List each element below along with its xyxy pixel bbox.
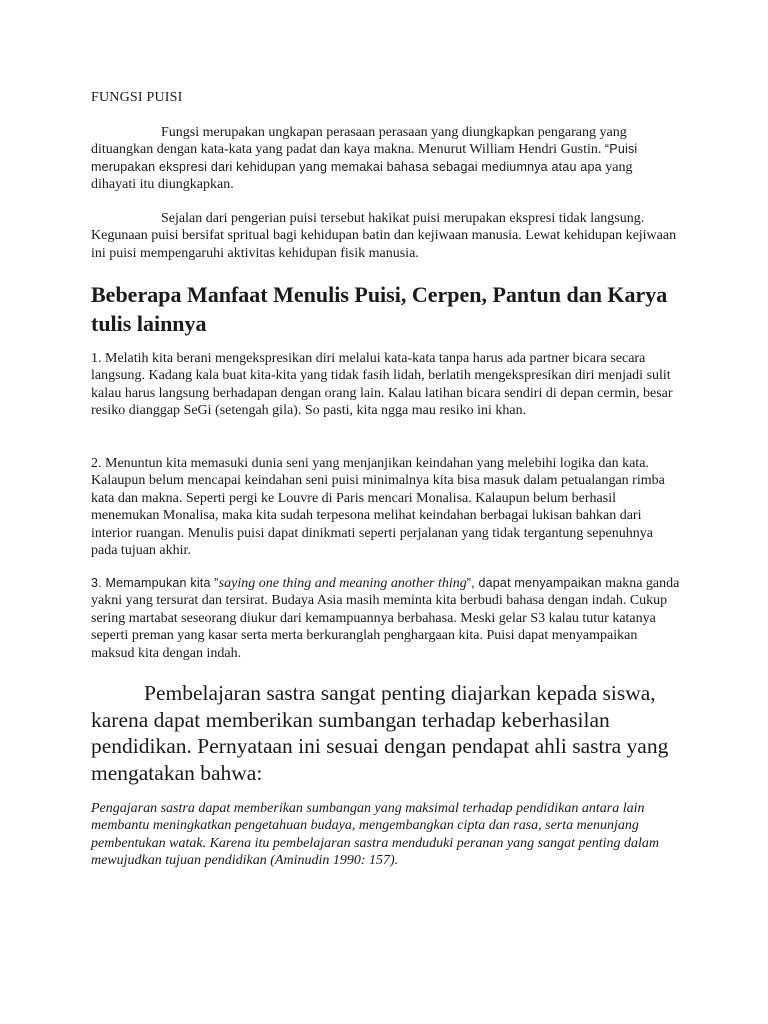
list-item-2: 2. Menuntun kita memasuki dunia seni yang menjanjikan keindahan yang melebihi logika dan kata. Kalaupun belum mencapai keindahan seni puisi minimalnya kita bisa masuk dalam petualangan rimba kata dan makna. Seperti pergi ke Louvre di Paris mencari Monalisa. Kalaupun belum berhasil menemukan Monalisa, maka kita sudah terpesona melihat keindahan berbagai lukisan bahkan dari interior ruangan. Menulis puisi dapat dinikmati seperti perjalanan yang tidak tergantung sepenuhnya pada tujuan akhir. (91, 456, 665, 559)
paragraph-sejalan-text: Sejalan dari pengerian puisi tersebut hakikat puisi merupakan ekspresi tidak langsung. Kegunaan puisi bersifat spritual bagi kehidupan batin dan kejiwaan manusia. Lewat kehidupan kejiwaan ini puisi mempengaruhi aktivitas kehidupan fisik manusia. (91, 211, 677, 261)
list-item-3-italic: saying one thing and meaning another thing (218, 576, 467, 591)
paragraph-fungsi (91, 124, 681, 194)
italic-quote: Pengajaran sastra dapat memberikan sumbangan yang maksimal terhadap pendidikan antara lain membantu meningkatkan pengetahuan budaya, mengembangkan cipta dan rasa, serta menunjang pembentukan watak. Karena itu pembelajaran sastra menduduki peranan yang sangat penting dalam mewujudkan tujuan pendidikan (Aminudin 1990: 157). (91, 801, 659, 869)
list-item-3-rest: makna ganda yakni yang tersurat dan tersirat. Budaya Asia masih meminta kita berbudi bahasa dengan indah. Cukup sering martabat seseorang diukur dari kemampuannya berbahasa. Meski gelar S3 kalau tutur katanya seperti preman yang kasar serta merta berkuranglah penghargaan kita. Puisi dapat menyampaikan maksud kita dengan indah. (91, 576, 680, 661)
list-item-3-lead: 3. Memampukan kita ” (91, 576, 219, 590)
section-heading: Beberapa Manfaat Menulis Puisi, Cerpen, Pantun dan Karya tulis lainnya (91, 282, 668, 336)
paragraph-fungsi-text-a: Fungsi merupakan ungkapan perasaan perasaan yang diungkapkan pengarang yang dituangkan dengan kata-kata yang padat dan kaya makna. Menurut William Hendri Gustin. (91, 125, 627, 158)
list-item-3 (91, 575, 681, 662)
large-paragraph-text: Pembelajaran sastra sangat penting diajarkan kepada siswa, karena dapat memberikan sumbangan terhadap keberhasilan pendidikan. Pernyataan ini sesuai dengan pendapat ahli sastra yang mengatakan bahwa: (91, 681, 669, 785)
paragraph-sejalan (91, 210, 681, 262)
list-item-3-after-italic: ”, dapat menyampaikan (466, 576, 602, 590)
paragraph-fungsi-text-b: “Puisi merupakan ekspresi dari kehidupan yang memakai bahasa sebagai mediumnya atau apa (91, 142, 638, 174)
document-title: FUNGSI PUISI (91, 90, 183, 105)
list-item-1: 1. Melatih kita berani mengekspresikan diri melalui kata-kata tanpa harus ada partner bicara secara langsung. Kadang kala buat kita-kita yang tidak fasih lidah, berlatih mengekspresikan diri menjadi sulit kalau harus langsung berhadapan dengan orang lain. Kalau latihan bicara sendiri di depan cermin, besar resiko dianggap SeGi (setengah gila). So pasti, kita ngga mau resiko ini khan. (91, 351, 673, 419)
paragraph-fungsi-text-c: yang dihayati itu diungkapkan. (91, 159, 633, 193)
large-paragraph (91, 680, 691, 786)
